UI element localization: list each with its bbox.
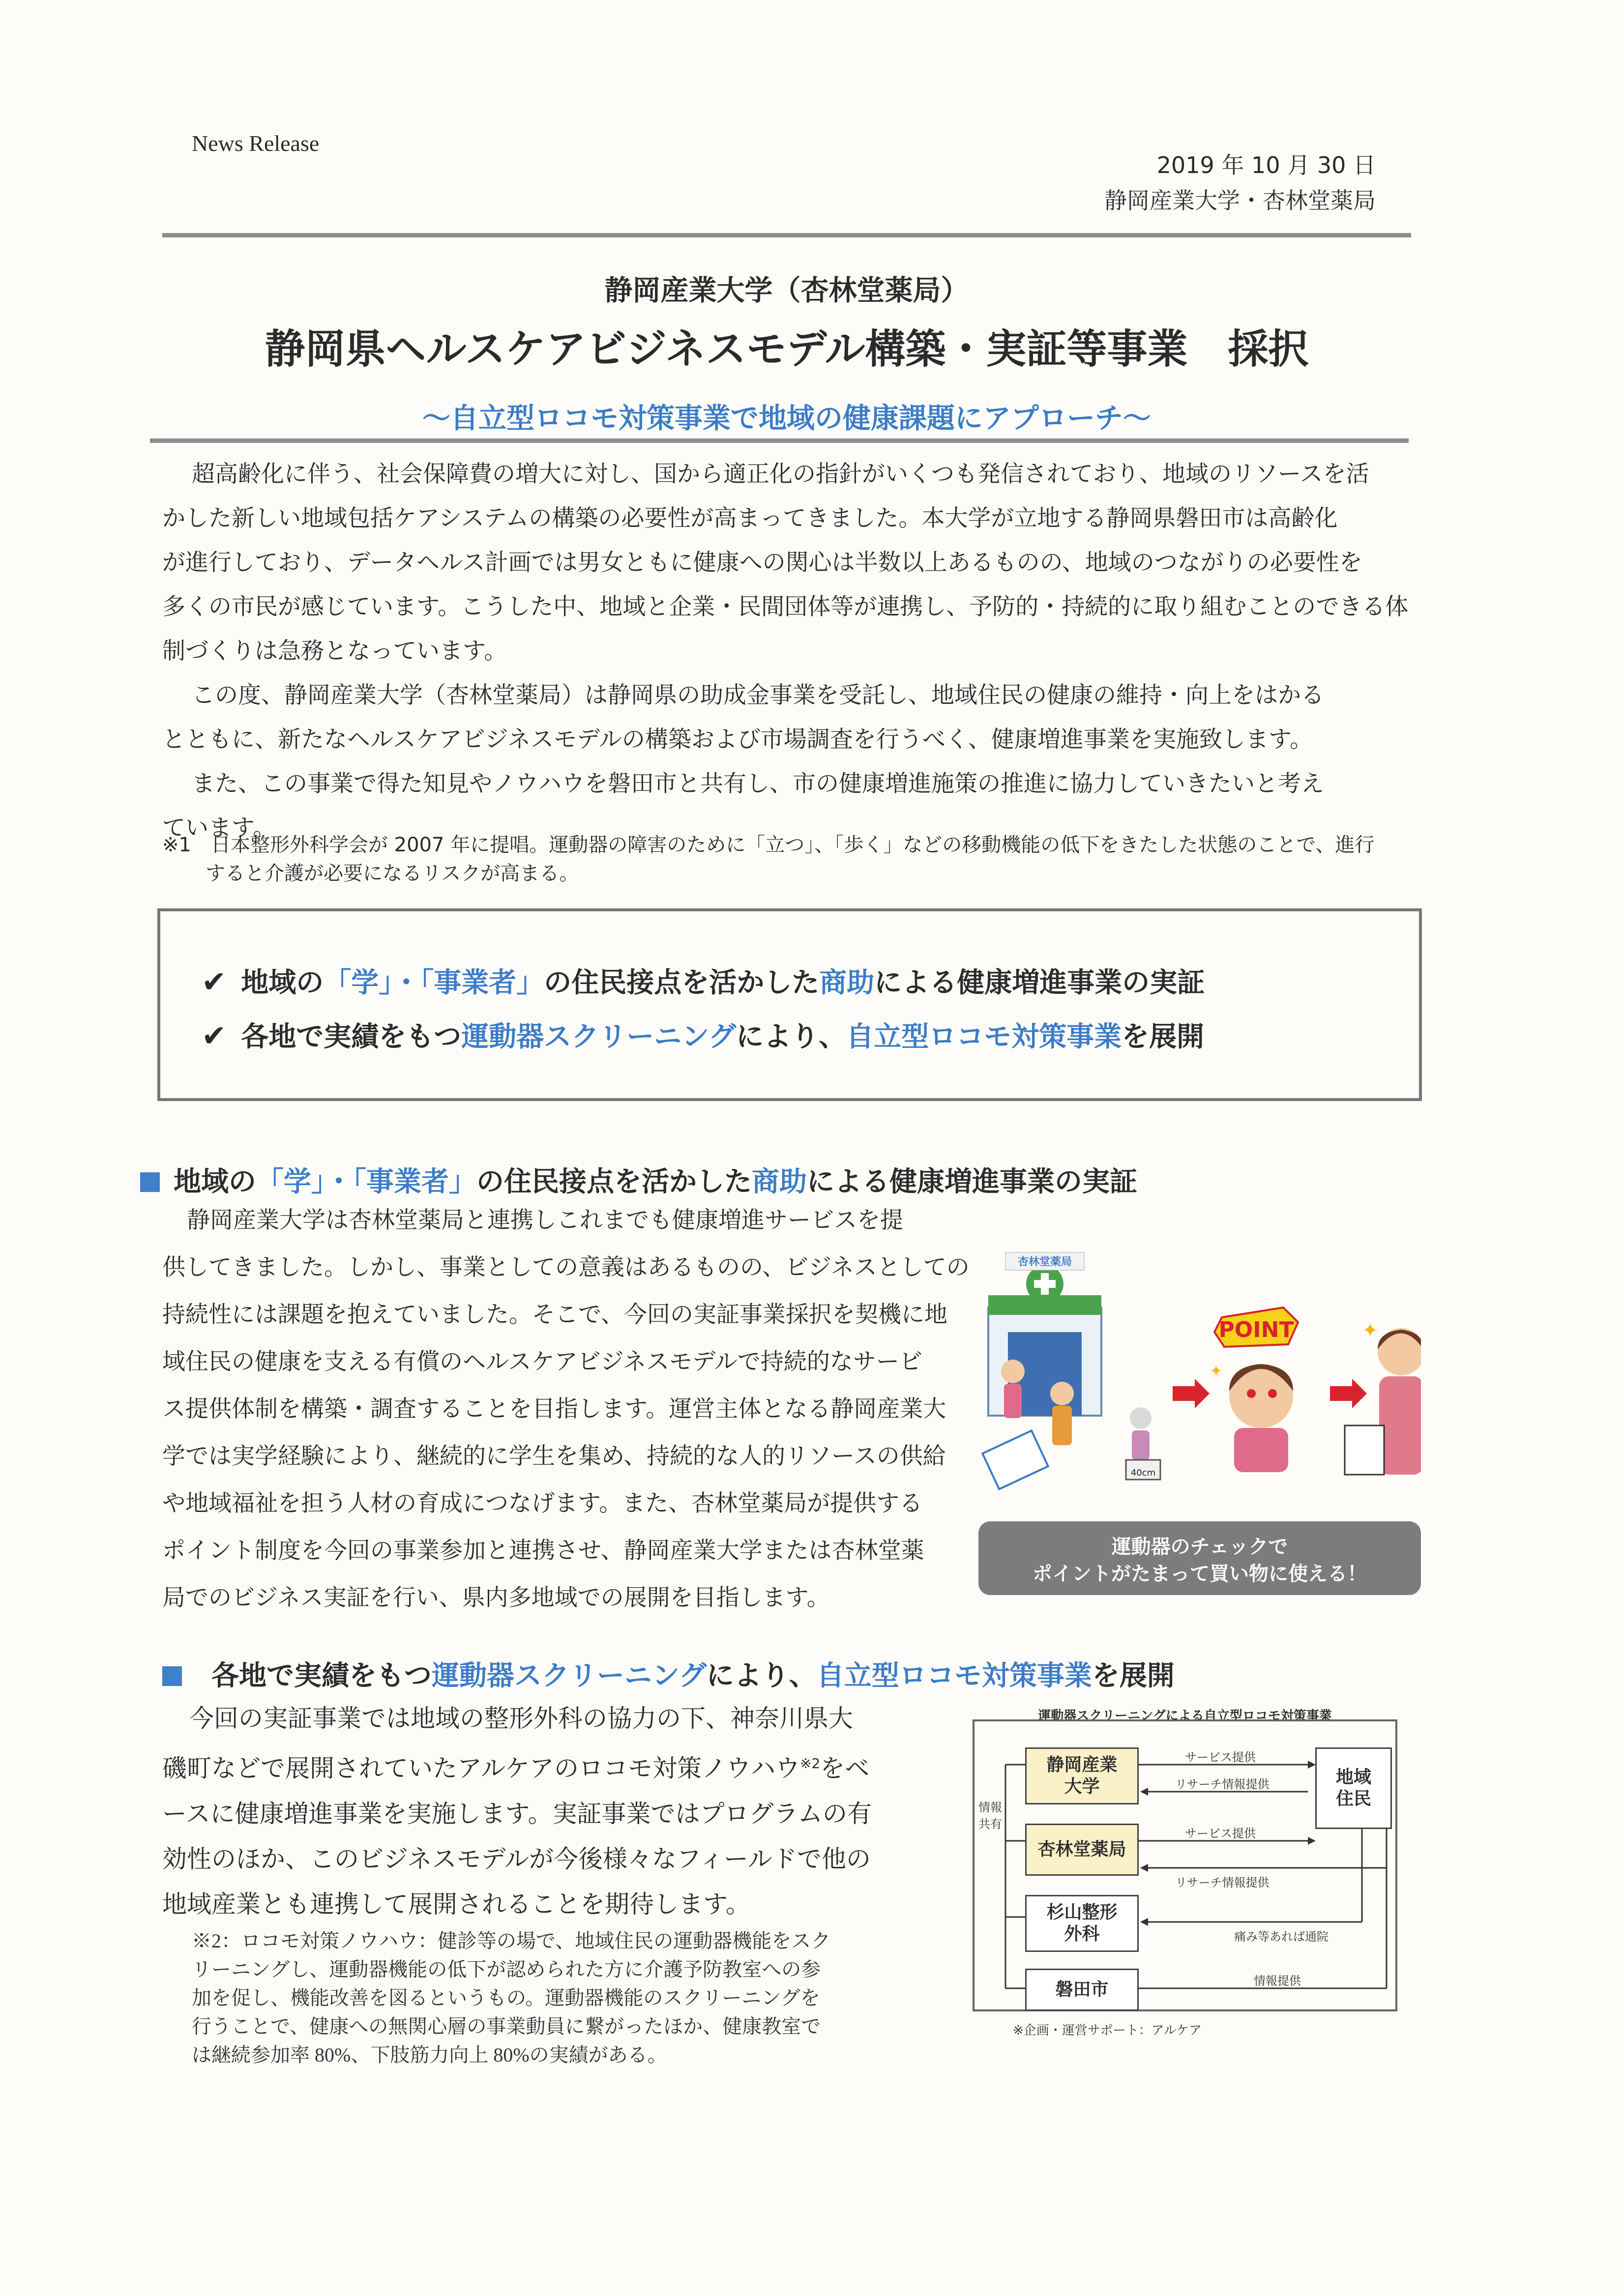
diagram-label-service: サービス提供 [1185, 1750, 1256, 1764]
diagram-box-clinic: 杉山整形 外科 [1025, 1895, 1139, 1952]
sparkle-icon: ✦ [1362, 1319, 1379, 1342]
intro-line: また、この事業で得た知見やノウハウを磐田市と共有し、市の健康増進施策の推進に協力していきたいと考え [192, 770, 1324, 797]
arrow-right-icon [1173, 1379, 1210, 1408]
footnote-2 [192, 1927, 830, 2069]
svg-text:40cm: 40cm [1130, 1468, 1156, 1478]
svg-text:杏林堂薬局: 杏林堂薬局 [1017, 1256, 1072, 1268]
section1-line: 静岡産業大学は杏林堂薬局と連携しこれまでも健康増進サービスを提 [187, 1207, 903, 1234]
diagram-label-pain-visit: 痛み等あれば通院 [1234, 1930, 1329, 1944]
section1-line: 学では実学経験により、継続的に学生を集め、持続的な人的リソースの供給 [162, 1443, 946, 1470]
diagram-box-university: 静岡産業 大学 [1025, 1747, 1139, 1804]
section1-line: 供してきました。しかし、事業としての意義はあるものの、ビジネスとしての [162, 1254, 970, 1281]
footnote-2-line: 加を促し、機能改善を図るというもの。運動器機能のスクリーニングを [192, 1987, 820, 2009]
footnote-2-line: は継続参加率 80%、下肢筋力向上 80%の実績がある。 [192, 2044, 667, 2066]
diagram-label-info: 情報提供 [1254, 1974, 1301, 1988]
diagram-box-residents: 地域 住民 [1315, 1747, 1392, 1829]
section1-line: 持続性には課題を抱えていました。そこで、今回の実証事業採択を契機に地 [162, 1301, 948, 1328]
square-bullet-icon [162, 1666, 182, 1686]
footnote-2-line: 行うことで、健康への無関心層の事業動員に繋がったほか、健康教室で [192, 2015, 821, 2037]
shopping-bag-icon [1345, 1425, 1384, 1475]
checkmark-icon: ✔ [202, 965, 227, 999]
locomo-program-diagram [969, 1701, 1401, 2055]
section1-line: や地域福祉を担う人材の育成につなげます。また、杏林堂薬局が提供する [162, 1490, 923, 1517]
diagram-title: 運動器スクリーニングによる自立型ロコモ対策事業 [1038, 1709, 1332, 1723]
diagram-label-research: リサーチ情報提供 [1175, 1777, 1270, 1791]
section2-line: 効性のほか、このビジネスモデルが今後様々なフィールドで他の [162, 1844, 871, 1873]
diagram-box-pharmacy: 杏林堂薬局 [1025, 1824, 1139, 1876]
section1-title: 地域の「学」・「事業者」の住民接点を活かした商助による健康増進事業の実証 [140, 1160, 1137, 1199]
section2-line: 今回の実証事業では地域の整形外科の協力の下、神奈川県大 [189, 1704, 853, 1733]
highlight-item-1: ✔ 地域の「学」・「事業者」の住民接点を活かした商助による健康増進事業の実証 [202, 965, 1205, 999]
highlights-box [157, 908, 1422, 1101]
point-program-illustration [978, 1249, 1421, 1602]
diagram-label-research: リサーチ情報提供 [1175, 1876, 1270, 1889]
news-release-label: News Release [192, 131, 320, 156]
elderly-person-icon [1130, 1407, 1152, 1429]
footnote-2-line: リーニングし、運動器機能の低下が認められた方に介護予防教室への参 [192, 1958, 821, 1980]
section2-line: ースに健康増進事業を実施します。実証事業ではプログラムの有 [162, 1799, 872, 1828]
section1-paragraph [162, 1197, 970, 1622]
footnote-1 [162, 831, 1374, 888]
intro-line: 多くの市民が感じています。こうした中、地域と企業・民間団体等が連携し、予防的・持続的に取り組むことのできる体 [162, 593, 1409, 620]
person-icon [1001, 1360, 1025, 1383]
diagram-footnote: ※企画・運営サポート：アルケア [1013, 2023, 1202, 2038]
intro-line: 超高齢化に伴う、社会保障費の増大に対し、国から適正化の指針がいくつも発信されており、地域のリソースを活 [192, 461, 1369, 488]
checkmark-icon: ✔ [202, 1019, 227, 1053]
intro-line: かした新しい地域包括ケアシステムの構築の必要性が高まってきました。本大学が立地する静岡県磐田市は高齢化 [162, 505, 1338, 532]
header-rule [162, 233, 1411, 237]
section2-line: 地域産業とも連携して展開されることを期待します。 [162, 1889, 750, 1918]
checklist-icon [982, 1431, 1048, 1489]
section1-line: ス提供体制を構築・調査することを目指します。運営主体となる静岡産業大 [162, 1395, 946, 1423]
illustration-graphic [978, 1249, 1421, 1602]
release-organization: 静岡産業大学・杏林堂薬局 [1104, 187, 1376, 214]
intro-line: この度、静岡産業大学（杏林堂薬局）は静岡県の助成金事業を受託し、地域住民の健康の維持・向上をはかる [192, 682, 1324, 709]
section2-line: 磯町などで展開されていたアルケアのロコモ対策ノウハウ$^{※2}$をベ [162, 1754, 870, 1783]
footnote-1-line: ※1 日本整形外科学会が 2007 年に提唱。運動器の障害のために「立つ」、「歩く」などの移動機能の低下をきたした状態のことで、進行 [162, 834, 1375, 856]
section2-paragraph [162, 1696, 872, 1927]
svg-text:運動器のチェックで: 運動器のチェックで [1111, 1536, 1288, 1558]
intro-paragraph [162, 452, 1408, 850]
section1-line: 局でのビジネス実証を行い、県内多地域での展開を目指します。 [162, 1584, 830, 1611]
footnote-2-line: ※2：ロコモ対策ノウハウ：健診等の場で、地域住民の運動器機能をスク [192, 1930, 831, 1952]
section1-line: ポイント制度を今回の事業参加と連携させ、静岡産業大学または杏林堂薬 [162, 1537, 924, 1564]
footnote-1-line: すると介護が必要になるリスクが高まる。 [206, 862, 579, 885]
intro-line: とともに、新たなヘルスケアビジネスモデルの構築および市場調査を行うべく、健康増進事業を実施致します。 [162, 726, 1313, 753]
section2-title: 各地で実績をもつ運動器スクリーニングにより、自立型ロコモ対策事業を展開 [162, 1654, 1175, 1693]
sparkle-icon: ✦ [1210, 1362, 1223, 1380]
arrow-right-icon [1330, 1379, 1367, 1408]
svg-text:POINT: POINT [1218, 1317, 1294, 1342]
highlight-item-2: ✔ 各地で実績をもつ運動器スクリーニングにより、自立型ロコモ対策事業を展開 [202, 1019, 1205, 1053]
intro-line: が進行しており、データヘルス計画では男女ともに健康への関心は半数以上あるものの、地域のつながりの必要性を [162, 549, 1362, 576]
section1-line: 域住民の健康を支える有償のヘルスケアビジネスモデルで持続的なサービ [162, 1348, 922, 1375]
release-date: 2019 年 10 月 30 日 [1156, 152, 1376, 178]
svg-text:ポイントがたまって買い物に使える！: ポイントがたまって買い物に使える！ [1033, 1563, 1367, 1585]
diagram-label-service: サービス提供 [1185, 1827, 1256, 1840]
page-title: 静岡県ヘルスケアビジネスモデル構築・実証等事業 採択 [265, 326, 1309, 373]
title-rule [150, 438, 1409, 443]
diagram-box-city: 磐田市 [1025, 1969, 1139, 2011]
person-icon [1050, 1382, 1074, 1405]
square-bullet-icon [140, 1172, 160, 1192]
intro-line: 制づくりは急務となっています。 [162, 638, 507, 665]
intro-line: ています。 [162, 814, 276, 842]
diagram-label-info-share: 情報 共有 [978, 1801, 1002, 1831]
title-line1: 静岡産業大学（杏林堂薬局） [604, 274, 969, 307]
subtitle: ～自立型ロコモ対策事業で地域の健康課題にアプローチ～ [422, 402, 1151, 435]
